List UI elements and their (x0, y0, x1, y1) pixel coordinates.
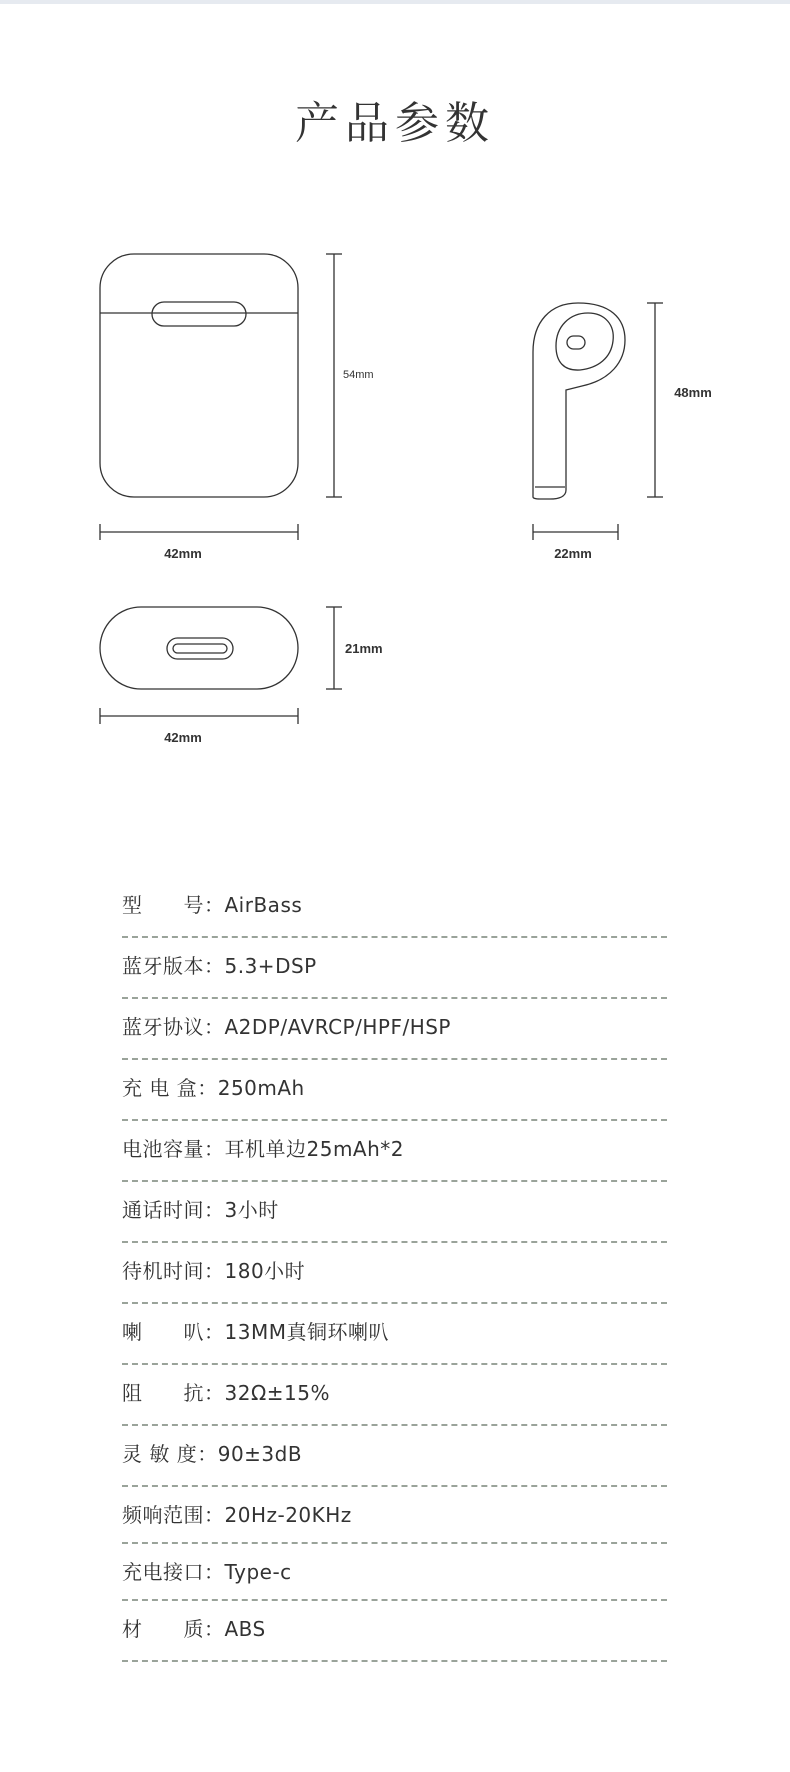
spec-label: 待机时间： (122, 1259, 225, 1283)
case-height-dimension-line (326, 254, 342, 497)
spec-label: 频响范围： (122, 1503, 225, 1527)
case-depth-dimension-line (326, 607, 342, 689)
spec-label: 喇 叭： (122, 1320, 225, 1344)
spec-value: 3小时 (224, 1198, 279, 1222)
spec-row-charging-port (122, 1544, 667, 1601)
spec-value: Type-c (224, 1560, 292, 1584)
spec-row-sensitivity (122, 1426, 667, 1487)
spec-row-model (122, 877, 667, 938)
earbud-width-label: 22mm (554, 546, 592, 561)
spec-value: 32Ω±15% (224, 1381, 330, 1405)
case-bottom-width-dimension-line (100, 708, 298, 724)
spec-value: 20Hz-20KHz (224, 1503, 352, 1527)
earbud-drawing (533, 303, 625, 499)
spec-row-impedance (122, 1365, 667, 1426)
spec-value: 250mAh (217, 1076, 305, 1100)
spec-value: AirBass (224, 893, 303, 917)
earbud-height-label: 48mm (674, 385, 712, 400)
spec-label: 电池容量： (122, 1137, 225, 1161)
spec-row-talk-time (122, 1182, 667, 1243)
case-bottom-width-label: 42mm (164, 730, 202, 745)
case-bottom-drawing (100, 607, 298, 689)
case-width-dimension-line (100, 524, 298, 540)
spec-value: 耳机单边25mAh*2 (224, 1137, 405, 1161)
spec-row-charging-case (122, 1060, 667, 1121)
spec-value: 180小时 (224, 1259, 306, 1283)
spec-row-battery-capacity (122, 1121, 667, 1182)
spec-label: 材 质： (122, 1617, 225, 1641)
spec-label: 蓝牙版本： (122, 954, 225, 978)
spec-row-material (122, 1601, 667, 1662)
spec-label: 充电接口： (122, 1560, 225, 1584)
page-title: 产品参数 (295, 98, 495, 150)
spec-row-frequency-response (122, 1487, 667, 1544)
spec-label: 充 电 盒： (122, 1076, 218, 1100)
spec-label: 蓝牙协议： (122, 1015, 225, 1039)
spec-row-bluetooth-protocol (122, 999, 667, 1060)
spec-label: 阻 抗： (122, 1381, 225, 1405)
dimension-diagram (0, 0, 790, 760)
case-front-drawing (100, 254, 298, 497)
earbud-height-dimension-line (647, 303, 663, 497)
spec-row-bluetooth-version (122, 938, 667, 999)
spec-label: 灵 敏 度： (122, 1442, 218, 1466)
spec-row-speaker (122, 1304, 667, 1365)
spec-value: A2DP/AVRCP/HPF/HSP (224, 1015, 451, 1039)
case-width-label: 42mm (164, 546, 202, 561)
spec-value: 90±3dB (217, 1442, 303, 1466)
spec-label: 型 号： (122, 893, 225, 917)
spec-value: ABS (224, 1617, 266, 1641)
case-height-label: 54mm (343, 369, 374, 381)
spec-row-standby-time (122, 1243, 667, 1304)
spec-value: 13MM真铜环喇叭 (224, 1320, 389, 1344)
spec-list (122, 877, 667, 1662)
spec-value: 5.3+DSP (224, 954, 317, 978)
earbud-width-dimension-line (533, 524, 618, 540)
spec-label: 通话时间： (122, 1198, 225, 1222)
case-depth-label: 21mm (345, 641, 383, 656)
